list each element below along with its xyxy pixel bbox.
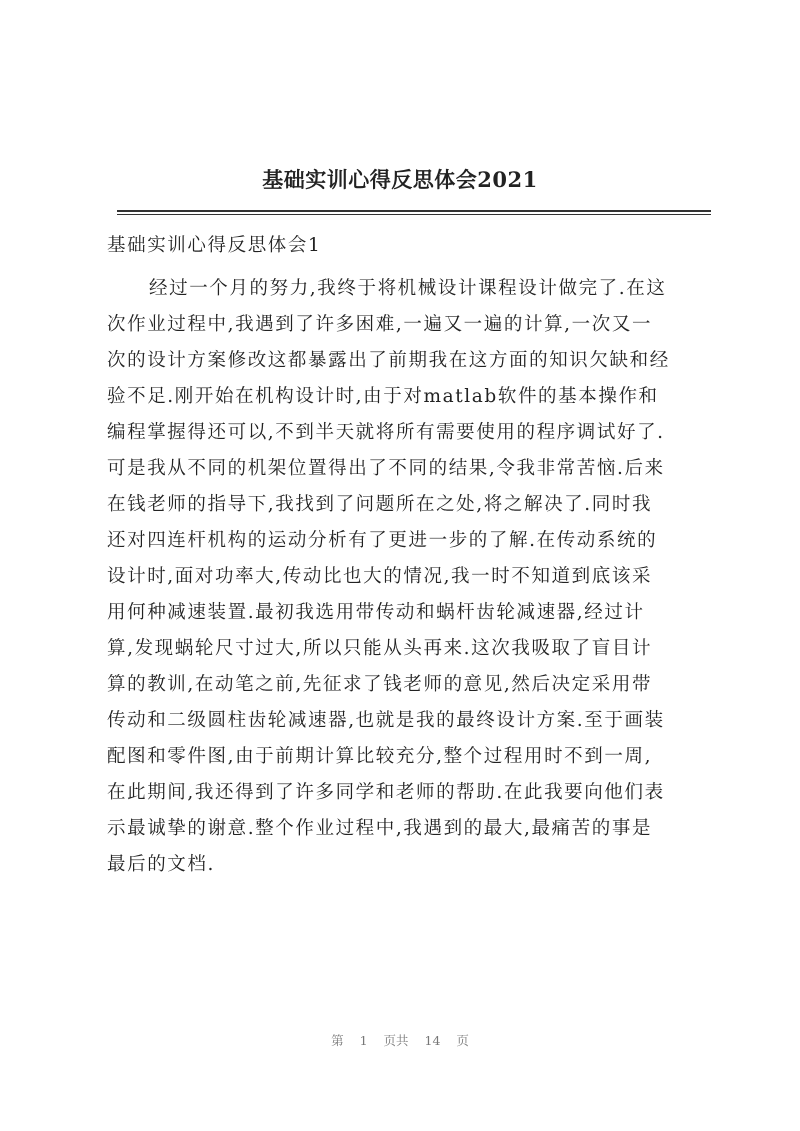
current-page-number: 1: [359, 1033, 368, 1048]
paragraph-line: 算,发现蜗轮尺寸过大,所以只能从头再来.这次我吸取了盲目计: [107, 638, 653, 659]
paragraph-line: 还对四连杆机构的运动分析有了更进一步的了解.在传动系统的: [107, 530, 658, 551]
paragraph-line: 在此期间,我还得到了许多同学和老师的帮助.在此我要向他们表: [107, 782, 665, 803]
paragraph-line: 可是我从不同的机架位置得出了不同的结果,令我非常苦恼.后来: [107, 458, 665, 479]
paragraph-line: 经过一个月的努力,我终于将机械设计课程设计做完了.在这: [149, 278, 667, 299]
body-paragraph: [107, 271, 717, 883]
title-divider-thick: [117, 210, 711, 212]
section-heading: 基础实训心得反思体会1: [107, 235, 322, 256]
title-divider-thin: [117, 214, 711, 215]
footer-label-page: 第: [331, 1033, 344, 1048]
paragraph-line: 次的设计方案修改这都暴露出了前期我在这方面的知识欠缺和经: [107, 350, 670, 371]
paragraph-line: 配图和零件图,由于前期计算比较充分,整个过程用时不到一周,: [107, 746, 653, 767]
footer-label-end: 页: [456, 1033, 469, 1048]
paragraph-line: 示最诚挚的谢意.整个作业过程中,我遇到的最大,最痛苦的事是: [107, 818, 653, 839]
total-page-count: 14: [424, 1033, 441, 1048]
paragraph-line: 最后的文档.: [107, 854, 215, 875]
paragraph-line: 设计时,面对功率大,传动比也大的情况,我一时不知道到底该采: [107, 566, 653, 587]
paragraph-line: 传动和二级圆柱齿轮减速器,也就是我的最终设计方案.至于画装: [107, 710, 665, 731]
paragraph-line: 算的教训,在动笔之前,先征求了钱老师的意见,然后决定采用带: [107, 674, 653, 695]
page-footer: [0, 1032, 800, 1050]
footer-label-of: 页共: [383, 1033, 409, 1048]
paragraph-line: 次作业过程中,我遇到了许多困难,一遍又一遍的计算,一次又一: [107, 314, 653, 335]
paragraph-line: 编程掌握得还可以,不到半天就将所有需要使用的程序调试好了.: [107, 422, 665, 443]
paragraph-line: 在钱老师的指导下,我找到了问题所在之处,将之解决了.同时我: [107, 494, 653, 515]
document-title: 基础实训心得反思体会2021: [262, 167, 538, 192]
paragraph-line: 用何种减速装置.最初我选用带传动和蜗杆齿轮减速器,经过计: [107, 602, 645, 623]
paragraph-line: 验不足.刚开始在机构设计时,由于对matlab软件的基本操作和: [107, 386, 659, 407]
title-divider: [117, 210, 711, 215]
